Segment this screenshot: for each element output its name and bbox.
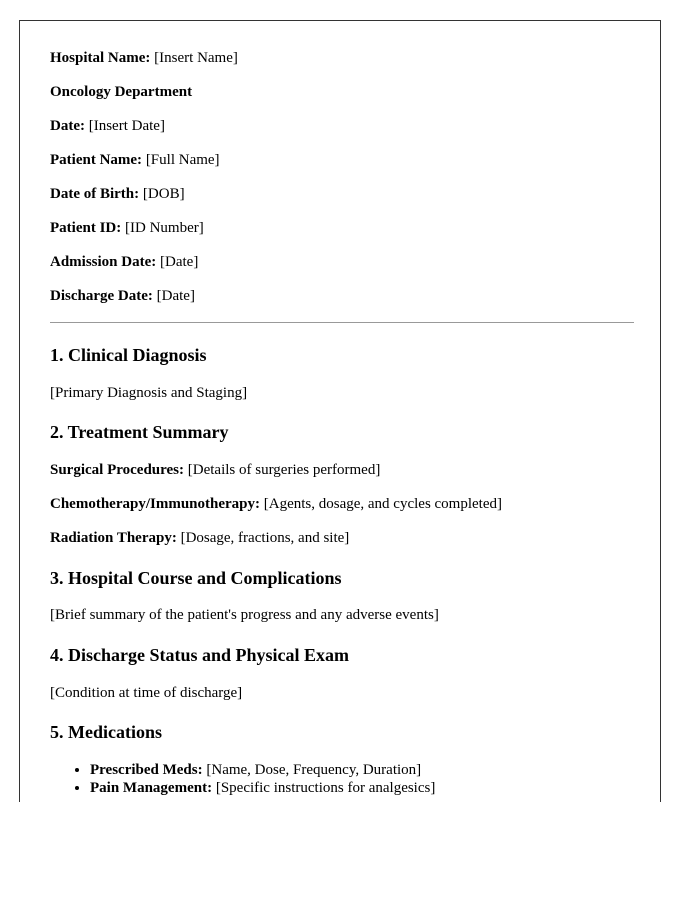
hospital-name-field [50, 49, 634, 67]
date-label: Date: [50, 118, 85, 134]
radiation-therapy-field [50, 529, 349, 547]
department-field [50, 83, 634, 101]
medication-value: [Specific instructions for analgesics] [215, 780, 436, 796]
diagnosis-text: [Primary Diagnosis and Staging] [50, 385, 248, 401]
medication-label: Pain Management: [90, 780, 213, 796]
discharge-date-field [50, 287, 634, 305]
document-content [50, 49, 634, 796]
patient-id-field [50, 219, 634, 237]
chemotherapy-label: Chemotherapy/Immunotherapy: [50, 496, 260, 512]
patient-name-field [50, 151, 634, 169]
date-value: [Insert Date] [88, 118, 165, 134]
patient-id-label: Patient ID: [50, 220, 122, 236]
admission-date-field [50, 253, 634, 271]
radiation-therapy-value: [Dosage, fractions, and site] [180, 530, 350, 546]
discharge-date-value: [Date] [156, 288, 195, 304]
admission-date-value: [Date] [160, 254, 199, 270]
medications-list [50, 761, 435, 797]
hospital-course-text: [Brief summary of the patient's progress and any adverse events] [50, 607, 439, 623]
chemotherapy-field [50, 495, 502, 513]
dob-field [50, 185, 634, 203]
medication-value: [Name, Dose, Frequency, Duration] [206, 762, 422, 778]
radiation-therapy-label: Radiation Therapy: [50, 530, 177, 546]
dob-label: Date of Birth: [50, 186, 140, 202]
surgical-procedures-field [50, 461, 380, 479]
discharge-summary-document [19, 20, 661, 802]
hospital-name-value: [Insert Name] [154, 50, 238, 66]
discharge-status-text: [Condition at time of discharge] [50, 685, 243, 701]
section-title-medications: 5. Medications [50, 722, 162, 742]
dob-value: [DOB] [142, 186, 185, 202]
department-name: Oncology Department [50, 84, 193, 100]
date-field [50, 117, 634, 135]
header-divider [50, 322, 634, 323]
hospital-name-label: Hospital Name: [50, 50, 151, 66]
medication-label: Prescribed Meds: [90, 762, 203, 778]
patient-name-value: [Full Name] [145, 152, 220, 168]
patient-name-label: Patient Name: [50, 152, 143, 168]
chemotherapy-value: [Agents, dosage, and cycles completed] [263, 496, 502, 512]
section-title-diagnosis: 1. Clinical Diagnosis [50, 345, 207, 365]
list-item [90, 761, 435, 779]
section-title-hospital-course: 3. Hospital Course and Complications [50, 568, 342, 588]
admission-date-label: Admission Date: [50, 254, 157, 270]
patient-id-value: [ID Number] [125, 220, 204, 236]
surgical-procedures-label: Surgical Procedures: [50, 462, 185, 478]
list-item [90, 779, 435, 797]
surgical-procedures-value: [Details of surgeries performed] [187, 462, 381, 478]
discharge-date-label: Discharge Date: [50, 288, 153, 304]
section-title-treatment: 2. Treatment Summary [50, 422, 229, 442]
section-title-discharge-status: 4. Discharge Status and Physical Exam [50, 645, 350, 665]
